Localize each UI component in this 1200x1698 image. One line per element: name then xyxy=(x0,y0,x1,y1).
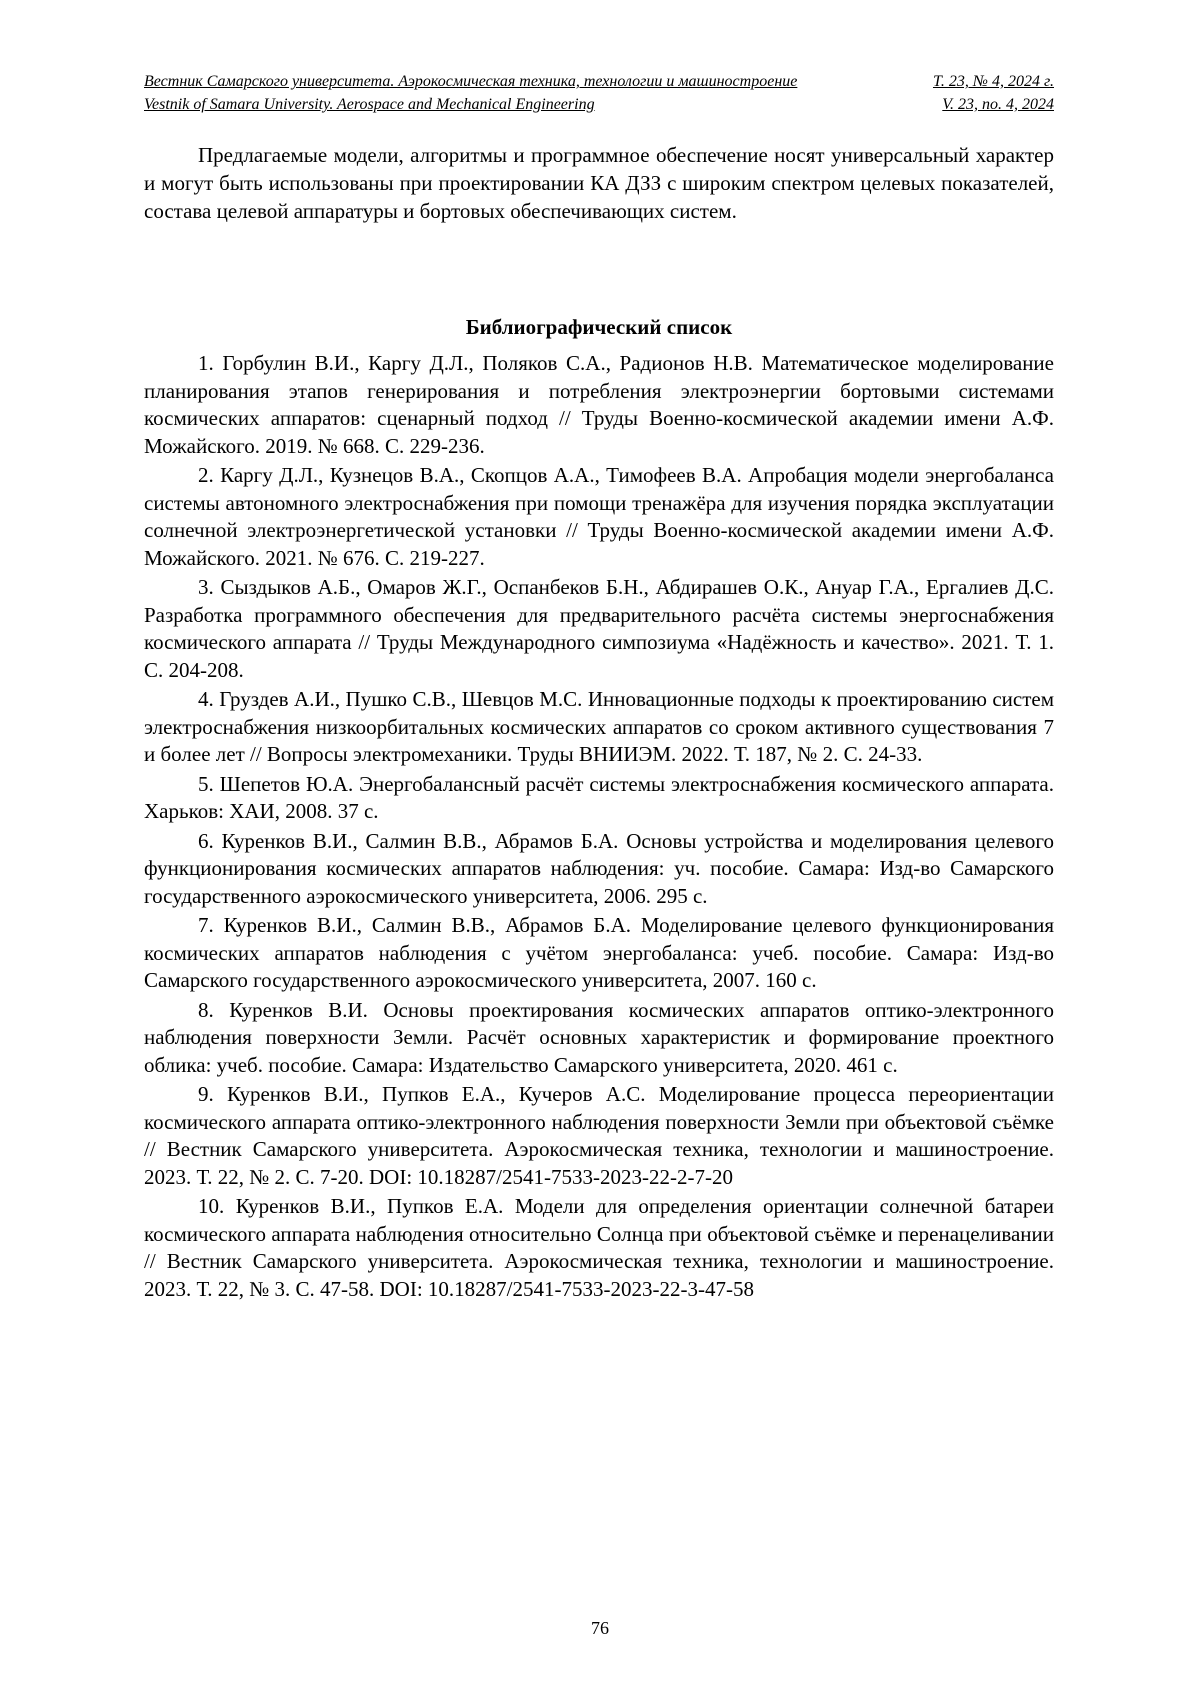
reference-item-9: 9. Куренков В.И., Пупков Е.А., Кучеров А.С. Моделирование процесса переориентации космического аппарата оптико-электронного наблюдения поверхности Земли при объектовой съёмке // Вестник Самарского университета. Аэрокосмическая техника, технологии и машиностроение. 2023. Т. 22, № 2. С. 7-20. DOI: 10.18287/2541-7533-2023-22-2-7-20 xyxy=(144,1082,1054,1189)
header-journal-title-en: Vestnik of Samara University. Aerospace and Mechanical Engineering xyxy=(144,96,595,113)
bibliography-heading: Библиографический список xyxy=(465,315,733,339)
reference-item-4: 4. Груздев А.И., Пушко С.В., Шевцов М.С. Инновационные подходы к проектированию систем электроснабжения низкоорбитальных космических аппаратов со сроком активного существования 7 и более лет // Вопросы электромеханики. Труды ВНИИЭМ. 2022. Т. 187, № 2. С. 24-33. xyxy=(144,687,1054,766)
running-header-ru xyxy=(144,72,1054,92)
reference-item-6: 6. Куренков В.И., Салмин В.В., Абрамов Б.А. Основы устройства и моделирования целевого функционирования космических аппаратов наблюдения: уч. пособие. Самара: Изд-во Самарского государственного аэрокосмического университета, 2006. 295 с. xyxy=(144,828,1054,908)
reference-list xyxy=(144,350,1054,1305)
conclusion-paragraph: Предлагаемые модели, алгоритмы и программное обеспечение носят универсальный характер и могут быть использованы при проектировании КА ДЗЗ с широким спектром целевых показателей, состава целевой аппаратуры и бортовых обеспечивающих систем. xyxy=(144,143,1054,223)
reference-item-10: 10. Куренков В.И., Пупков Е.А. Модели для определения ориентации солнечной батареи космического аппарата наблюдения относительно Солнца при объектовой съёмке и перенацеливании // Вестник Самарского университета. Аэрокосмическая техника, технологии и машиностроение. 2023. Т. 22, № 3. С. 47-58. DOI: 10.18287/2541-7533-2023-22-3-47-58 xyxy=(144,1194,1054,1301)
reference-item-5: 5. Шепетов Ю.А. Энергобалансный расчёт системы электроснабжения космического аппарата. Харьков: ХАИ, 2008. 37 с. xyxy=(144,771,1054,823)
header-volume-ru: Т. 23, № 4, 2024 г. xyxy=(932,73,1054,90)
reference-item-8: 8. Куренков В.И. Основы проектирования космических аппаратов оптико-электронного наблюдения поверхности Земли. Расчёт основных характеристик и формирование проектного облика: учеб. пособие. Самара: Издательство Самарского университета, 2020. 461 с. xyxy=(144,997,1054,1077)
header-volume-en: V. 23, no. 4, 2024 xyxy=(942,96,1054,113)
reference-item-1: 1. Горбулин В.И., Каргу Д.Л., Поляков С.А., Радионов Н.В. Математическое моделирование планирования этапов генерирования и потребления электроэнергии бортовыми системами космических аппаратов: сценарный подход // Труды Военно-космической академии имени А.Ф. Можайского. 2019. № 668. С. 229-236. xyxy=(144,351,1054,458)
header-journal-title-ru: Вестник Самарского университета. Аэрокосмическая техника, технологии и машиностроение xyxy=(144,73,798,90)
reference-item-3: 3. Сыздыков А.Б., Омаров Ж.Г., Оспанбеков Б.Н., Абдирашев О.К., Ануар Г.А., Ергалиев Д.С. Разработка программного обеспечения для предварительного расчёта системы энергоснабжения космического аппарата // Труды Международного симпозиума «Надёжность и качество». 2021. Т. 1. С. 204-208. xyxy=(144,575,1054,682)
reference-item-7: 7. Куренков В.И., Салмин В.В., Абрамов Б.А. Моделирование целевого функционирования космических аппаратов наблюдения с учётом энергобаланса: учеб. пособие. Самара: Изд-во Самарского государственного аэрокосмического университета, 2007. 160 с. xyxy=(144,913,1054,992)
page-number: 76 xyxy=(591,1618,609,1638)
running-header-en xyxy=(144,95,1054,115)
reference-item-2: 2. Каргу Д.Л., Кузнецов В.А., Скопцов А.А., Тимофеев В.А. Апробация модели энергобаланса системы автономного электроснабжения при помощи тренажёра для изучения порядка эксплуатации солнечной электроэнергетической установки // Труды Военно-космической академии имени А.Ф. Можайского. 2021. № 676. С. 219-227. xyxy=(144,463,1054,570)
